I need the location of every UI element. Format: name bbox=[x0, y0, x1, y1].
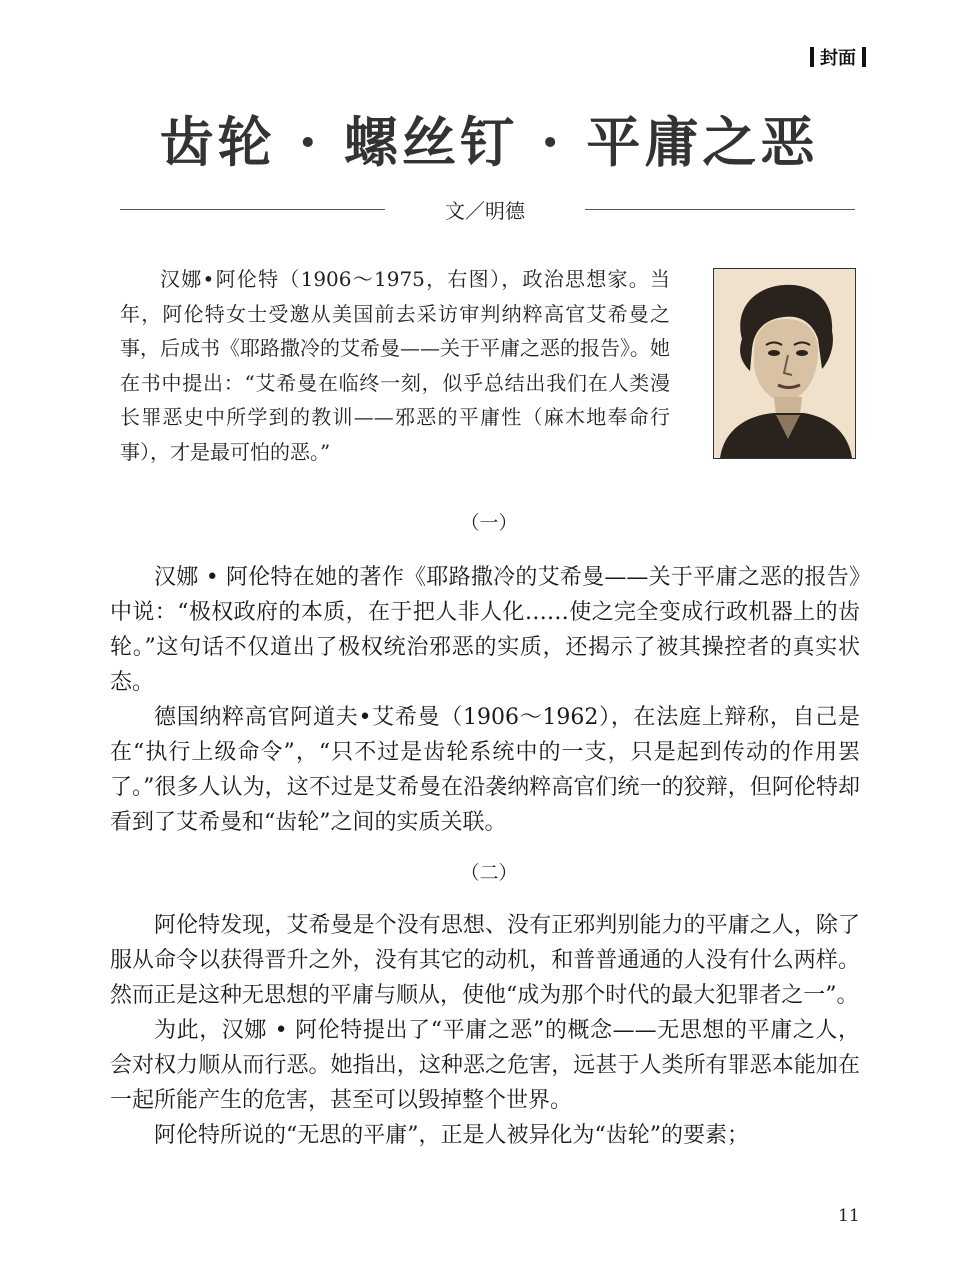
article-title: 齿轮 · 螺丝钉 · 平庸之恶 bbox=[159, 110, 819, 174]
section-2-body bbox=[110, 908, 860, 1153]
intro-paragraph: 汉娜•阿伦特（1906～1975，右图），政治思想家。当年，阿伦特女士受邀从美国前去采访审判纳粹高官艾希曼之事，后成书《耶路撒冷的艾希曼——关于平庸之恶的报告》。她在书中提出：“艾希曼在临终一刻，似乎总结出我们在人类漫长罪恶史中所学到的教训——邪恶的平庸性（麻木地奉命行事），才是最可怕的恶。” bbox=[120, 267, 670, 464]
section-tag bbox=[810, 44, 866, 70]
paragraph: 汉娜 • 阿伦特在她的著作《耶路撒冷的艾希曼——关于平庸之恶的报告》中说：“极权政府的本质，在于把人非人化……使之完全变成行政机器上的齿轮。”这句话不仅道出了极权统治邪恶的实质，还揭示了被其操控者的真实状态。 bbox=[110, 565, 860, 695]
paragraph: 德国纳粹高官阿道夫•艾希曼（1906～1962），在法庭上辩称，自己是在“执行上级命令”，“只不过是齿轮系统中的一支，只是起到传动的作用罢了。”很多人认为，这不过是艾希曼在沿袭纳粹高官们统一的狡辩，但阿伦特却看到了艾希曼和“齿轮”之间的实质关联。 bbox=[110, 705, 860, 835]
byline-rule-right bbox=[585, 209, 855, 210]
byline: 文／明德 bbox=[445, 199, 525, 223]
byline-row bbox=[120, 195, 856, 225]
page-number: 11 bbox=[838, 1206, 860, 1226]
tag-bar-left bbox=[810, 47, 814, 67]
tag-bar-right bbox=[862, 47, 866, 67]
section-tag-label: 封面 bbox=[820, 48, 856, 69]
section-heading-2: （二） bbox=[460, 862, 518, 884]
portrait-illustration bbox=[714, 269, 855, 458]
paragraph: 阿伦特所说的“无思的平庸”，正是人被异化为“齿轮”的要素； bbox=[154, 1123, 749, 1148]
paragraph: 阿伦特发现，艾希曼是个没有思想、没有正邪判别能力的平庸之人，除了服从命令以获得晋升之外，没有其它的动机，和普普通通的人没有什么两样。然而正是这种无思想的平庸与顺从，使他“成为那个时代的最大犯罪者之一”。 bbox=[110, 913, 860, 1008]
portrait-image bbox=[713, 268, 856, 459]
paragraph: 为此，汉娜 • 阿伦特提出了“平庸之恶”的概念——无思想的平庸之人，会对权力顺从而行恶。她指出，这种恶之危害，远甚于人类所有罪恶本能加在一起所能产生的危害，甚至可以毁掉整个世界。 bbox=[110, 1018, 860, 1113]
section-heading-1: （一） bbox=[460, 512, 518, 534]
section-1-body bbox=[110, 560, 860, 840]
byline-rule-left bbox=[120, 209, 385, 210]
intro-box bbox=[120, 262, 670, 469]
